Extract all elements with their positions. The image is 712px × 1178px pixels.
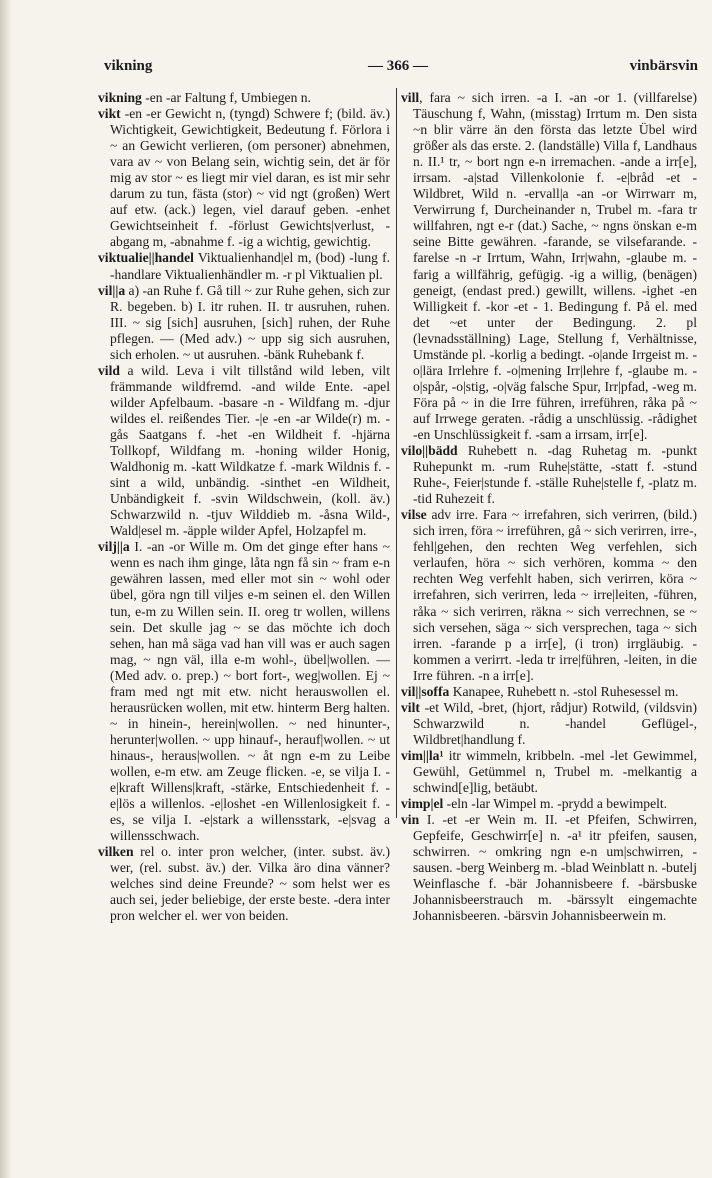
entry-lemma: vilken xyxy=(98,844,134,860)
entry-lemma: vil||soffa xyxy=(401,683,450,699)
entry-definition: Viktualienhand|el m, (bod) -lung f. -handlare Viktualienhändler m. -r pl Viktualien pl. xyxy=(110,250,391,282)
entry-definition: -en -er Gewicht n, (tyngd) Schwere f; (bild. äv.) Wichtigkeit, Gewichtigkeit, Bedeutung f. Förlora i ~ an Gewicht verlieren, (om personer) abnehmen, vara av ~ von Belang sein, wichtig sein, det är för mig av stor ~ es liegt mir viel daran, es ist mir sehr darum zu tun, fästa (stor) ~ vid ngt (großen) Wert auf etw. (ack.) legen, viel darauf geben. -enhet Gewichtseinheit f. -förlust Gewichts|verlust, -abgang m, -abnahme f. -ig a wichtig, gewichtig. xyxy=(110,106,390,250)
entry-definition: Ruhebett n. -dag Ruhetag m. -punkt Ruhepunkt m. -rum Ruhe|stätte, -statt f. -stund Ruhe-, Feier|stunde f. -ställe Ruhe|stelle f, -platz m. -tid Ruhezeit f. xyxy=(413,443,697,507)
dictionary-entry xyxy=(98,90,390,106)
dictionary-entry xyxy=(401,507,697,684)
entry-definition: a wild. Leva i vilt tillstånd wild leben, vilt främmande wildfremd. -and wilde Ente. -apel wilder Apfelbaum. -basare -n - Wildfang m. -djur wildes el. reißendes Tier. -|e -en -ar Wilde(r) m. -gås Saatgans f. -het -en Wildheit f. -hjärna Tollkopf, Wildfang m. -honing wilder Honig, Waldhonig m. -katt Wildkatze f. -mark Wildnis f. -sint a wild, unbändig. -sinthet -en Wildheit, Unbändigkeit f. -svin Wildschwein, (koll. äv.) Schwarzwild n. -tjuv Wilddieb m. -åsna Wild-, Wald|esel m. -äpple wilder Apfel, Holzapfel m. xyxy=(110,362,390,539)
entry-lemma: vild xyxy=(98,362,120,378)
dictionary-entry xyxy=(98,106,390,250)
entry-definition: a) -an Ruhe f. Gå till ~ zur Ruhe gehen, sich zur R. begeben. b) I. itr ruhen. II. tr ausruhen, ruhen. III. ~ sig [sich] ausruhen, [sich] ruhen, der Ruhe pflegen. — (Med adv.) ~ upp sig sich ausruhen, sich erholen. ~ ut ausruhen. -bänk Ruhebank f. xyxy=(110,282,390,362)
entry-lemma: vilj||a xyxy=(98,539,130,555)
dictionary-entry xyxy=(98,363,390,540)
entry-definition: Kanapee, Ruhebett n. -stol Ruhesessel m. xyxy=(452,683,679,699)
entry-definition: -eln -lar Wimpel m. -prydd a bewimpelt. xyxy=(446,796,668,812)
entry-definition: itr wimmeln, kribbeln. -mel -let Gewimmel, Gewühl, Getümmel n, Trubel m. -melkantig a schwind[e]lig, betäubt. xyxy=(413,747,697,796)
entry-definition: I. -an -or Wille m. Om det ginge efter hans ~ wenn es nach ihm ginge, låta ngn få sin ~ fram e-n gewähren lassen, med eller mot sin ~ wohl oder übel, göra ngn till viljes e-m seinen el. den Willen tun, e-m zu Willen sein. II. oreg tr wollen, willens sein. Det skulle jag ~ se das möchte ich doch sehen, han må säga vad han vill was er auch sagen mag, ~ ngn väl, illa e-m wohl-, übel|wollen. — (Med adv. o. prep.) ~ bort fort-, weg|wollen. Ej ~ fram med ngt mit etw. nicht herauswollen el. herausrücken wollen, mit etw. hinterm Berg halten. ~ in hinein-, herein|wollen. ~ ned hinunter-, herunter|wollen. ~ upp hinauf-, herauf|wollen. ~ ut hinaus-, heraus|wollen. ~ åt ngn e-m zu Leibe wollen, e-m etw. am Zeuge flicken. -e, se vilja I. -e|kraft Willens|kraft, -stärke, Entschiedenheit f. -e|lös a willenlos. -e|loshet -en Willenlosigkeit f. -es, se vilja I. -e|stark a willensstark, -e|svag a willensschwach. xyxy=(110,539,390,844)
entry-definition: -et Wild, -bret, (hjort, rådjur) Rotwild, (vildsvin) Schwarzwild n. -handel Geflügel-, Wildbret|handlung f. xyxy=(413,699,698,747)
dictionary-entry xyxy=(401,443,697,507)
dictionary-entry xyxy=(401,748,697,796)
page-number: — 366 — xyxy=(368,58,428,74)
left-column xyxy=(98,90,390,924)
page-header xyxy=(104,52,698,76)
dictionary-entry xyxy=(401,700,697,748)
column-divider xyxy=(396,88,397,818)
entry-definition: rel o. inter pron welcher, (inter. subst. äv.) wer, (rel. subst. äv.) der. Vilka äro dina vänner? welches sind deine Freunde? ~ som helst wer es auch sei, jeder beliebige, der erste beste. -dera inter pron welcher el. wer von beiden. xyxy=(110,844,390,924)
entry-lemma: vim||la¹ xyxy=(401,747,444,763)
entry-lemma: vimp|el xyxy=(401,796,444,812)
entry-lemma: vill xyxy=(401,90,420,105)
entry-definition: adv irre. Fara ~ irrefahren, sich verirren, (bild.) sich irren, föra ~ irreführen, gå ~ sich verirren, irre-, fehl|gehen, den rechten Weg verfehlen, sich verlaufen, höra ~ sich verhören, komma ~ den rechten Weg verfehlt haben, sich verirren, köra ~ irrefahren, sich verirren, leda ~ irre|leiten, -führen, råka ~ sich verirren, räkna ~ sich verrechnen, se ~ sich versehen, säga ~ sich versprechen, taga ~ sich irren. -farande p a irr[e], (i tron) irrgläubig. -kommen a verirrt. -leda tr irre|führen, -leiten, in die Irre führen. -n a irr[e]. xyxy=(413,507,698,683)
entry-lemma: vikning xyxy=(98,90,142,105)
dictionary-entry xyxy=(401,90,697,443)
entry-definition: -en -ar Faltung f, Umbiegen n. xyxy=(145,90,311,105)
right-guide-word: vinbärsvin xyxy=(629,58,698,74)
right-column xyxy=(401,90,697,924)
entry-definition: , fara ~ sich irren. -a I. -an -or 1. (villfarelse) Täuschung f, Wahn, (misstag) Irrtum m. Den sista ~n blir värre än den första das letzte Übel wird größer als das erste. 2. (landställe) Villa f, Landhaus n. II.¹ tr, ~ bort ngn e-n irremachen. -ande a irr[e], irrsam. -a|stad Villenkolonie f. -e|bråd -et - Wildbret, Wild n. -ervall|a -an -or Wirrwarr m, Verwirrung f, Durcheinander n, Trubel m. -fara tr willfahren, ngt e-r (dat.) Sache, ~ ngns önskan e-m seine Bitte gewähren. -farande, se vilsefarande. -farelse -n -r Irrtum, Wahn, Irr|wahn, -glaube m. -farig a willfährig, gefügig. -ig a willig, (benägen) geneigt, (endast pred.) gewillt, willens. -ighet -en Willigkeit f. -kor -et - 1. Bedingung f. På el. med det ~et unter der Bedingung. 2. pl (levnadsställning) Lage, Stellung f, Verhältnisse, Umstände pl. -korlig a bedingt. -o|ande Irrgeist m. -o|lära Irrlehre f. -o|mening Irr|lehre f, -glaube m. -o|spår, -o|stig, -o|väg falsche Spur, Irr|pfad, -weg m. Föra på ~ in die Irre führen, irreführen, råka på ~ auf Irrwege geraten. -rådig a unschlüssig. -rådighet -en Unschlüssigkeit f. -sam a irrsam, irr[e]. xyxy=(413,90,697,442)
dictionary-entry xyxy=(401,684,697,700)
entry-lemma: vilt xyxy=(401,699,420,715)
dictionary-entry xyxy=(98,844,390,924)
dictionary-entry xyxy=(98,539,390,844)
entry-lemma: vilo||bädd xyxy=(401,443,458,459)
entry-lemma: viktualie||handel xyxy=(98,250,194,266)
entry-lemma: vikt xyxy=(98,106,121,122)
entry-definition: I. -et -er Wein m. II. -et Pfeifen, Schwirren, Gepfeife, Geschwirr[e] n. -a¹ itr pfeifen, sausen, schwirren. ~ omkring ngn e-n um|schwirren, -sausen. -berg Weinberg m. -blad Weinblatt n. -butelj Weinflasche f. -bär Johannisbeere f. -bärsbuske Johannisbeerstrauch m. -bärssylt eingemachte Johannisbeeren. -bärsvin Johannisbeerwein m. xyxy=(413,812,697,924)
page-edge-shadow xyxy=(0,0,12,1178)
entry-lemma: vil||a xyxy=(98,282,126,298)
left-guide-word: vikning xyxy=(104,58,153,74)
dictionary-entry xyxy=(401,812,697,924)
entry-lemma: vilse xyxy=(401,507,427,523)
entry-lemma: vin xyxy=(401,812,420,828)
dictionary-entry xyxy=(401,796,697,812)
dictionary-entry xyxy=(98,250,390,282)
dictionary-entry xyxy=(98,283,390,363)
